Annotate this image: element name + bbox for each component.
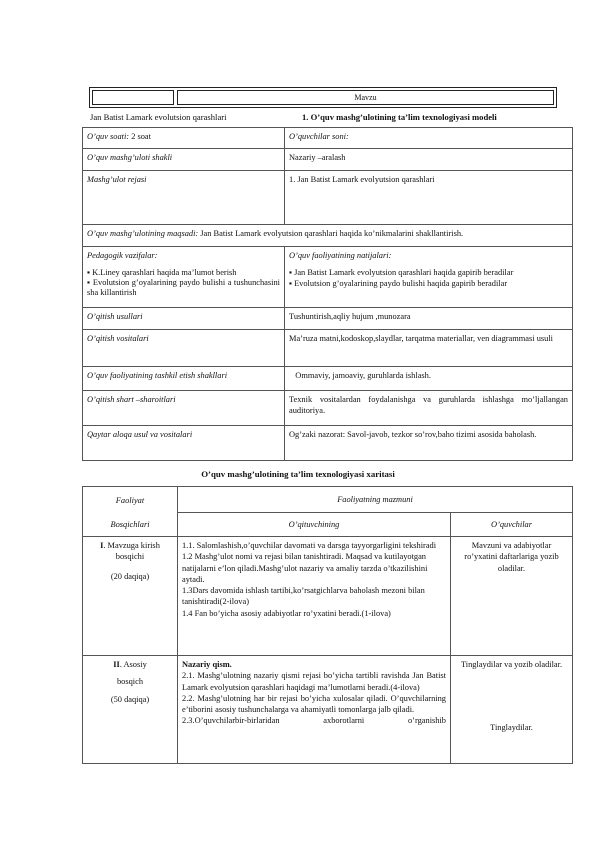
conditions-value: Texnik vositalardan foydalanishga va guruhlarda ishlashga mo’ljallangan auditoriya. <box>285 391 573 426</box>
student-activity: Tinglaydilar. <box>490 723 533 733</box>
content-header: Faoliyatning mazmuni <box>178 487 573 513</box>
stage-header-bosqich: Bosqichlari <box>110 520 150 529</box>
hours-label: O’quv soati: <box>87 132 130 141</box>
results-title: O’quv faoliyatining natijalari: <box>289 251 392 260</box>
methods-label: O’qitish usullari <box>83 308 285 330</box>
students-count-label: O’quvchilar soni: <box>285 128 573 149</box>
organization-value: Ommaviy, jamoaviy, guruhlarda ishlash. <box>285 367 573 391</box>
stage-2-roman: II <box>113 660 120 669</box>
organization-label: O’quv faoliyatining tashkil etish shakllari <box>83 367 285 391</box>
student-activity: Tinglaydilar va yozib oladilar. <box>460 660 563 669</box>
students-header: O’quvchilar <box>451 513 573 537</box>
goal-label: O’quv mashg’ulotining maqsadi: <box>87 229 199 238</box>
model-title: 1. O’quv mashg’ulotining ta’lim texnologiyasi modeli <box>302 112 497 122</box>
model-table <box>82 127 573 461</box>
teacher-step: 1.3Dars davomida ishlash tartibi,ko’rsatgichlarva baholash mezoni bilan tanishtiradi(2-ilova) <box>182 586 425 607</box>
stage-2-teacher-cell <box>178 656 451 764</box>
feedback-value: Og’zaki nazorat: Savol-javob, tezkor so’rov,baho tizimi asosida baholash. <box>285 426 573 461</box>
result-item: ▪ Jan Batist Lamark evolyutsion qarashlari haqida gapirib beradilar <box>289 268 514 277</box>
theory-part-title: Nazariy qism. <box>182 660 232 669</box>
map-table <box>82 486 573 764</box>
stage-header-cell <box>83 487 178 537</box>
goal-cell <box>83 225 573 247</box>
teacher-step: 1.2 Mashg’ulot nomi va rejasi bilan tanishtiradi. Maqsad va kutilayotgan natijalarni e’lon qiladi.Mashg’ulot nazariy va amaliy tarzda o’tkazilishini aytadi. <box>182 552 428 584</box>
teacher-step: 1.1. Salomlashish,o’quvchilar davomati va darsga tayyorgarligini tekshiradi <box>182 541 437 550</box>
topic-title: Jan Batist Lamark evolutsion qarashlari <box>90 112 227 122</box>
teacher-step: 2.2. Mashg’ulotning har bir rejasi bo’yicha xulosalar qiladi. O’quvchilarning e’tiborini asosiy tushunchalarga va ahamiyatli tomonlarga jalb qiladi. <box>182 693 446 715</box>
stage-header-faoliyat: Faoliyat <box>115 496 145 505</box>
pedagogical-tasks-title: Pedagogik vazifalar: <box>87 251 158 260</box>
stage-1-name: . Mavzuga kirish bosqichi <box>103 541 160 562</box>
mavzu-box <box>89 87 557 108</box>
teacher-header: O’qituvchining <box>178 513 451 537</box>
result-item: ▪ Evolutsion g’oyalarining paydo bulishi haqida gapirib beradilar <box>289 279 508 288</box>
stage-2-cell <box>83 656 178 764</box>
lesson-form-value: Nazariy –aralash <box>285 149 573 171</box>
pedagogical-task-item: ▪ Evolutsion g’oyalarining paydo bulishi a tushunchasini sha killantirish <box>87 278 280 297</box>
tools-label: O’qitish vositalari <box>83 330 285 367</box>
stage-2-name: . Asosiy <box>119 660 147 669</box>
methods-value: Tushuntirish,aqliy hujum ,munozara <box>285 308 573 330</box>
results-cell <box>285 247 573 308</box>
stage-2-students-cell <box>451 656 573 764</box>
stage-2-name-cont: bosqich <box>116 677 144 687</box>
mavzu-label: Mavzu <box>177 90 554 105</box>
stage-1-students-cell <box>451 537 573 656</box>
map-title: O’quv mashg’ulotining ta’lim texnologiyasi xaritasi <box>201 469 395 479</box>
stage-1-teacher-cell <box>178 537 451 656</box>
teacher-step: 2.1. Mashg’ulotning nazariy qismi rejasi bo’yicha tartibli ravishda Jan Batist Lamark evolyutsion qarashlari haqidagi ma’lumotlarni beradi.(4-ilova) <box>182 671 446 692</box>
student-activity: Mavzuni va adabiyotlar ro’yxatini daftarlariga yozib oladilar. <box>464 541 559 573</box>
teacher-step: 2.3.O’quvchilarbir-birlaridan axborotlarni o’rganishib <box>182 716 446 726</box>
tools-value: Ma’ruza matni,kodoskop,slaydlar, tarqatma materiallar, ven diagrammasi usuli <box>285 330 573 367</box>
lesson-plan-value: 1. Jan Batist Lamark evolyutsion qarashlari <box>285 171 573 225</box>
goal-text: Jan Batist Lamark evolyutsion qarashlari haqida ko’nikmalarini shakllantirish. <box>198 229 464 238</box>
lesson-form-label: O’quv mashg’uloti shakli <box>83 149 285 171</box>
lesson-plan-label: Mashg’ulot rejasi <box>83 171 285 225</box>
stage-1-roman: I <box>100 541 104 550</box>
stage-1-cell <box>83 537 178 656</box>
hours-cell <box>83 128 285 149</box>
feedback-label: Qaytar aloqa usul va vositalari <box>83 426 285 461</box>
stage-2-time: (50 daqiqa) <box>110 694 150 704</box>
pedagogical-task-item: ▪ K.Liney qarashlari haqida ma’lumot berish <box>87 268 237 277</box>
conditions-label: O’qitish shart –sharoitlari <box>83 391 285 426</box>
mavzu-left-cell <box>92 90 174 105</box>
stage-1-time: (20 daqiqa) <box>110 571 150 581</box>
teacher-step: 1.4 Fan bo’yicha asosiy adabiyotlar ro’yxatini beradi.(1-ilova) <box>182 608 391 618</box>
pedagogical-tasks-cell <box>83 247 285 308</box>
hours-value: 2 soat <box>129 132 151 141</box>
